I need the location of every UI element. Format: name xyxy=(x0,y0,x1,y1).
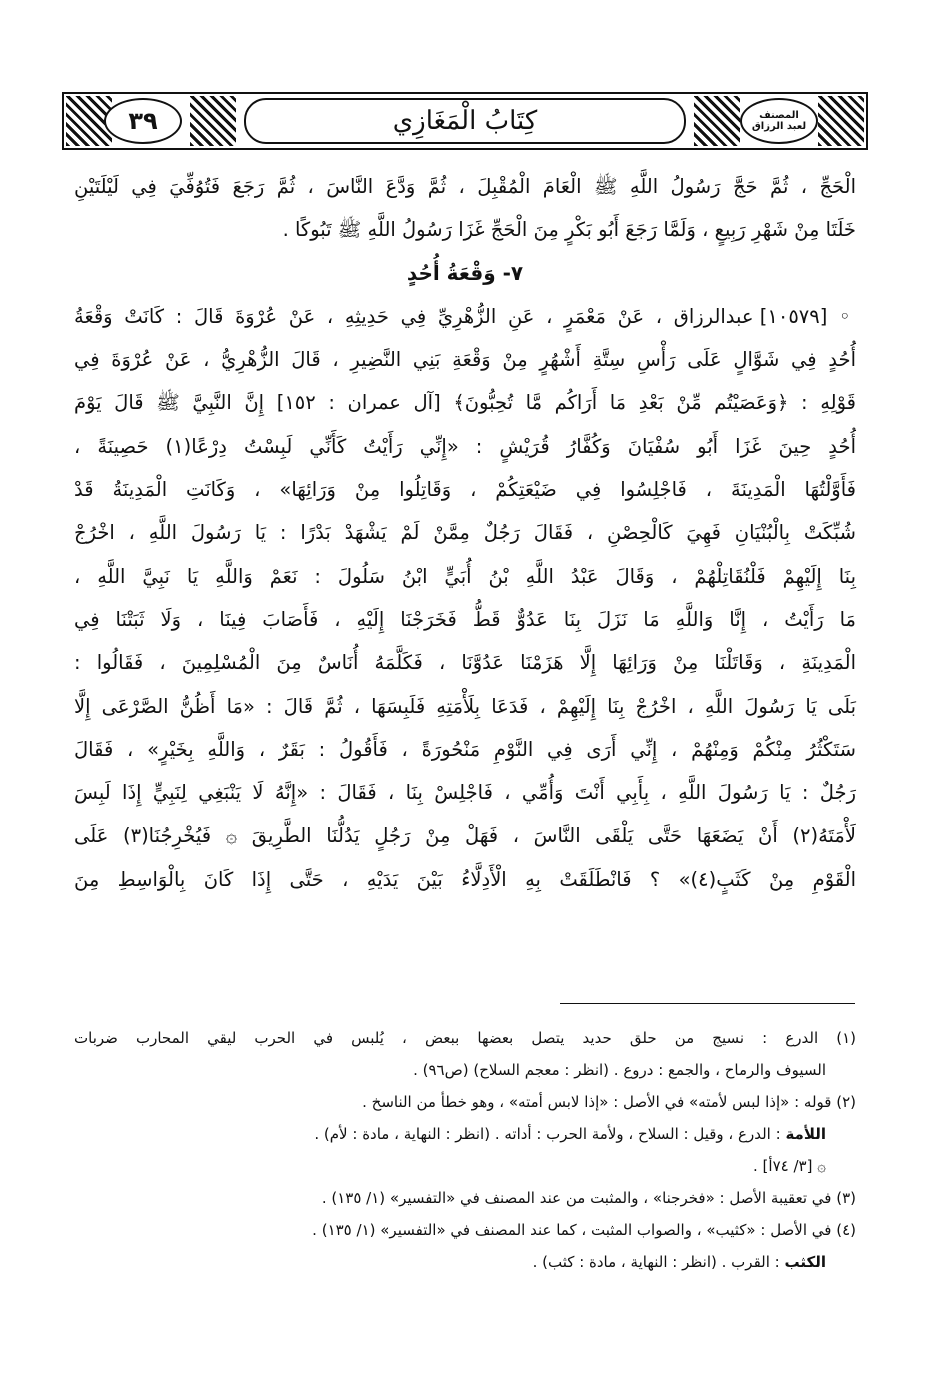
ornament-right xyxy=(818,96,864,146)
footnote-4: (٤) في الأصل : «كثيب» ، والصواب المثبت ، كما عند المصنف في «التفسير» (١/ ١٣٥) . xyxy=(312,1221,856,1239)
text-line: أُحُدٍ حِينَ غَزَا أَبُو سُفْيَانَ وَكُفَّارُ قُرَيْشٍ : «إِنِّي رَأَيْتُ كَأَنِّي لَبِسْتُ دِرْعًا(١) حَصِينَةً ، xyxy=(74,434,856,458)
text-line: الْقَوْمِ مِنْ كَثَبٍ(٤)» ؟ فَانْطَلَقَتْ بِهِ الْأَدِلَّاءُ بَيْنَ يَدَيْهِ ، حَتَّى إِذَا كَانَ بِالْوَاسِطِ مِنَ xyxy=(74,867,856,891)
text-line: خَلَتَا مِنْ شَهْرِ رَبِيعٍ ، وَلَمَّا رَجَعَ أَبُو بَكْرٍ مِنَ الْحَجِّ غَزَا رَسُولُ اللَّهِ ﷺ تَبُوكًا . xyxy=(282,218,856,242)
text-line: رَجُلٌ : يَا رَسُولَ اللَّهِ ، بِأَبِي أَنْتَ وَأُمِّي ، فَاجْلِسْ بِنَا ، فَقَالَ : «إِنَّهُ لَا يَنْبَغِي لِنَبِيٍّ إِذَا لَبِسَ xyxy=(74,781,856,805)
text-line: بِنَا إِلَيْهِمْ فَلْنُقَاتِلْهُمْ ، وَقَالَ عَبْدُ اللَّهِ بْنُ أُبَيٍّ ابْنُ سَلُولَ : نَعَمْ وَاللَّهِ يَا نَبِيَّ اللَّهِ ، xyxy=(74,564,856,588)
footnote-divider xyxy=(560,1003,855,1004)
logo-line-2: لعبد الرزاق xyxy=(751,121,807,132)
footnote-term: اللأمة xyxy=(785,1125,826,1143)
text-line: فَأَوَّلْتُهَا الْمَدِينَةَ ، فَاجْلِسُوا فِي ضَيْعَتِكُمْ ، وَقَاتِلُوا مِنْ وَرَائِهَا» ، وَكَانَتِ الْمَدِينَةُ قَدْ xyxy=(74,478,856,502)
chapter-title-box xyxy=(244,98,686,144)
main-text xyxy=(74,165,856,901)
footnotes xyxy=(74,1022,856,1278)
page-number-badge xyxy=(104,98,182,144)
text-line: سَتَكْثُرُ مِنْكُمْ وَمِنْهُمْ ، إِنِّي أَرَى فِي النَّوْمِ مَنْحُورَةً ، فَأَقُولُ : بَقَرٌ ، وَاللَّهِ بِخَيْرٍ» ، فَقَالَ xyxy=(74,737,856,761)
text-line: مَا رَأَيْتُ ، إِنَّا وَاللَّهِ مَا نَزَلَ بِنَا عَدُوٌّ قَطُّ فَخَرَجْنَا إِلَيْهِ ، فَأَصَابَ فِينَا ، وَلَا ثَبَتْنَا فِي xyxy=(74,607,856,631)
footnote-1: (١) الدرع : نسيج من حلق حديد يتصل بعضها ببعض ، يُلبس في الحرب ليقي المحارب ضربات xyxy=(74,1029,856,1047)
text-line: الْحَجِّ ، ثُمَّ حَجَّ رَسُولُ اللَّهِ ﷺ الْعَامَ الْمُقْبِلَ ، ثُمَّ وَدَّعَ النَّاسَ ، ثُمَّ رَجَعَ فَتُوُفِّيَ فِي لَيْلَتَيْنِ xyxy=(74,175,856,198)
chapter-title: كِتَابُ الْمَغَازِي xyxy=(392,106,538,136)
footnote-3: (٣) في تعقيبة الأصل : «فخرجنا» ، والمثبت من عند المصنف في «التفسير» (١/ ١٣٥) . xyxy=(321,1189,856,1207)
footnote-1-cont: السيوف والرماح ، والجمع : دروع . (انظر : معجم السلاح) (ص٩٦) . xyxy=(413,1061,826,1079)
text-line: شُبِّكَتْ بِالْبُنْيَانِ فَهِيَ كَالْحِصْنِ ، فَقَالَ رَجُلٌ مِمَّنْ لَمْ يَشْهَدْ بَدْرًا : يَا رَسُولَ اللَّهِ ، اخْرُجْ xyxy=(74,521,856,545)
text-line: ◦ [١٠٥٧٩] عبدالرزاق ، عَنْ مَعْمَرٍ ، عَنِ الزُّهْرِيِّ فِي حَدِيثِهِ ، عَنْ عُرْوَةَ قَالَ : كَانَتْ وَقْعَةُ xyxy=(74,304,856,328)
book-logo xyxy=(740,98,818,144)
text-line: لَأْمَتَهُ(٢) أَنْ يَضَعَهَا حَتَّى يَلْقَى النَّاسَ ، فَهَلْ مِنْ رَجُلٍ يَدُلُّنَا الطَّرِيقَ ۞ فَيُخْرِجُنَا(٣) عَلَى xyxy=(74,824,856,848)
folio-marker: ۞ [٣/ ٧٤أ] . xyxy=(753,1157,826,1175)
text-line: أُحُدٍ فِي شَوَّالٍ عَلَى رَأْسِ سِتَّةِ أَشْهُرٍ مِنْ وَقْعَةِ بَنِي النَّضِيرِ ، قَالَ الزُّهْرِيُّ ، عَنْ عُرْوَةَ فِي xyxy=(74,348,856,372)
section-heading: ٧- وَقْعَةُ أُحُدٍ xyxy=(406,260,524,285)
logo-line-1: المصنف xyxy=(759,110,799,121)
footnote-2: (٢) قوله : «إذا لبس لأمته» في الأصل : «إذا لابس أمته» ، وهو خطأ من الناسخ . xyxy=(362,1093,856,1111)
ornament-right-inner xyxy=(694,96,740,146)
footnote-definition: : الدرع ، وقيل : السلاح ، ولأمة الحرب : أداته . (انظر : النهاية ، مادة : لأم) . xyxy=(314,1125,781,1143)
footnote-term: الكثب xyxy=(784,1253,826,1271)
page-header xyxy=(62,92,868,150)
text-line: قَوْلِهِ : ﴿وَعَصَيْتُم مِّنْ بَعْدِ مَا أَرَاكُم مَّا تُحِبُّونَ﴾ [آل عمران : ١٥٢] إِنَّ النَّبِيَّ ﷺ قَالَ يَوْمَ xyxy=(74,391,856,415)
page-number: ٣٩ xyxy=(128,107,158,135)
text-line: بَلَى يَا رَسُولَ اللَّهِ ، اخْرُجْ بِنَا إِلَيْهِمْ ، فَدَعَا بِلَأْمَتِهِ فَلَبِسَهَا ، ثُمَّ قَالَ : «مَا أَظُنُّ الصَّرْعَى إِلَّا xyxy=(74,694,856,718)
text-line: الْمَدِينَةِ ، وَقَاتَلْنَا مِنْ وَرَائِهَا إِلَّا هَزَمْنَا عَدُوَّنَا ، فَكَلَّمَهُ أُنَاسٌ مِنَ الْمُسْلِمِينَ ، فَقَالُوا : xyxy=(74,651,856,675)
footnote-definition: : القرب . (انظر : النهاية ، مادة : كثب) . xyxy=(532,1253,780,1271)
ornament-left-inner xyxy=(190,96,236,146)
